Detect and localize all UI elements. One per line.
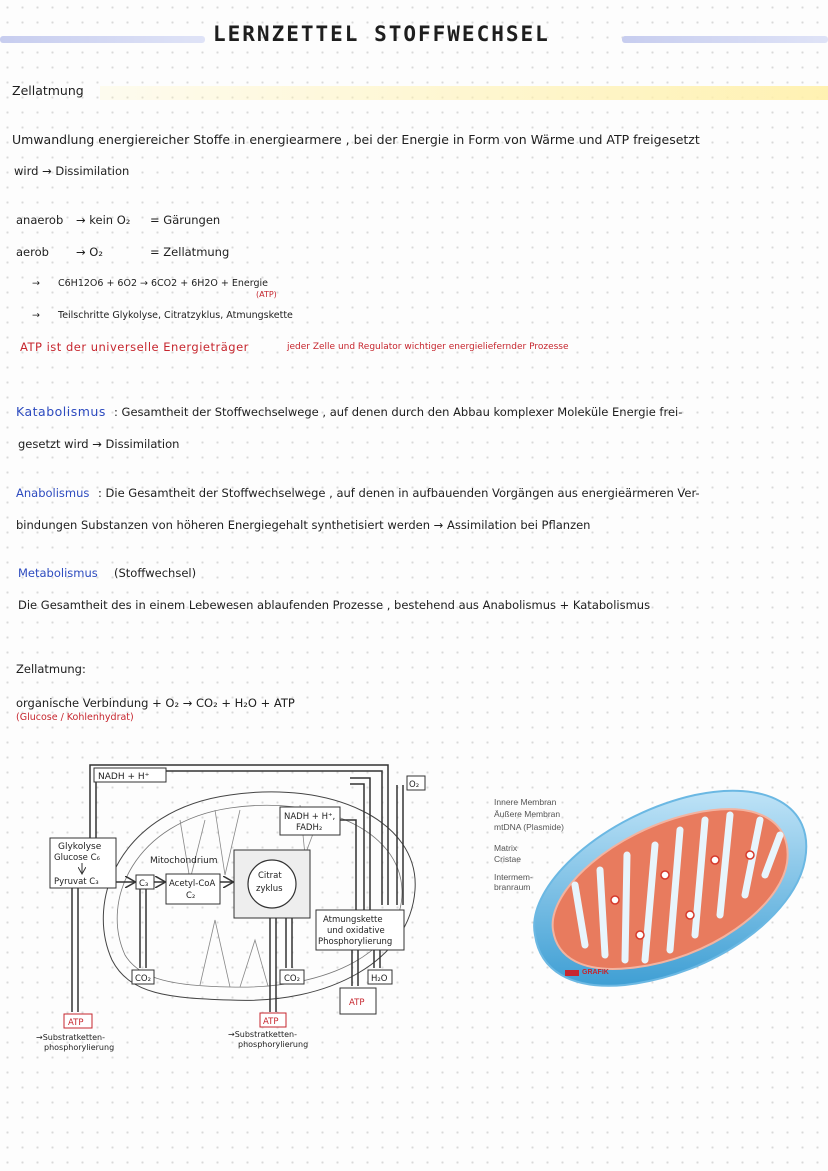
cristae-4: [200, 920, 230, 987]
anaerob-condition: → kein O₂: [76, 213, 131, 227]
definition-line-1: Umwandlung energiereicher Stoffe in energiearmere , bei der Energie in Form von Wärme und ATP freigesetzt: [12, 132, 700, 147]
label-intermembran-2: branraum: [494, 882, 531, 892]
atp-left-text: ATP: [68, 1018, 84, 1028]
katabolismus-line-1: : Gesamtheit der Stoffwechselwege , auf denen durch den Abbau komplexer Moleküle Energie frei-: [114, 405, 683, 419]
metabolismus-term: Metabolismus: [18, 566, 98, 580]
atp-statement-cont: jeder Zelle und Regulator wichtiger energieliefernder Prozesse: [287, 342, 569, 352]
co2-left-text: CO₂: [135, 974, 152, 984]
equation-arrow: →: [32, 278, 40, 289]
metabolismus-line: Die Gesamtheit des in einem Lebewesen ablaufenden Prozesse , bestehend aus Anabolismus + Katabolismus: [18, 598, 651, 612]
pyruvat-text: Pyruvat C₃: [54, 877, 99, 887]
atp-mid-text: ATP: [263, 1017, 279, 1027]
glykolyse-title: Glykolyse: [58, 842, 102, 852]
co2-mid-text: CO₂: [284, 974, 301, 984]
steps-arrow: →: [32, 310, 40, 321]
nadh-top-text: NADH + H⁺: [98, 772, 150, 782]
cristae-1: [180, 820, 205, 880]
label-mtdna: mtDNA (Plasmide): [494, 822, 564, 832]
o2-text: O₂: [409, 780, 420, 790]
section-heading-zellatmung: Zellatmung: [12, 83, 84, 98]
cell-respiration-diagram: [0, 750, 440, 1070]
mitochondrium-label: Mitochondrium: [150, 856, 218, 866]
nadh-fadh-text-1: NADH + H⁺,: [284, 812, 336, 822]
aerob-result: = Zellatmung: [150, 245, 230, 259]
aerob-label: aerob: [16, 245, 49, 259]
katabolismus-term: Katabolismus: [16, 404, 106, 419]
aerob-condition: → O₂: [76, 245, 103, 259]
mitochondrion-illustration: [515, 775, 820, 1000]
atmungskette-text-3: Phosphorylierung: [318, 937, 393, 947]
label-cristae: Cristae: [494, 854, 521, 864]
citrat-text-2: zyklus: [256, 884, 283, 894]
heading-highlight: [100, 86, 828, 100]
metabolismus-paren: (Stoffwechsel): [114, 566, 197, 580]
h2o-text: H₂O: [371, 974, 388, 984]
definition-line-2: wird → Dissimilation: [14, 164, 130, 178]
atp-right-text: ATP: [349, 998, 365, 1008]
glucose-note: (Glucose / Kohlenhydrat): [16, 712, 134, 723]
atp-statement: ATP ist der universelle Energieträger: [20, 340, 249, 354]
subst-mid-1: →Substratketten-: [228, 1030, 297, 1039]
citrat-text-1: Citrat: [258, 871, 282, 881]
steps-line: Teilschritte Glykolyse, Citratzyklus, Atmungskette: [58, 310, 293, 321]
atmungskette-text-1: Atmungskette: [323, 915, 383, 925]
label-grafik: GRAFIK: [582, 969, 609, 976]
acetyl-text: Acetyl-CoA: [169, 879, 216, 889]
subst-left-1: →Substratketten-: [36, 1033, 105, 1042]
anabolismus-line-1: : Die Gesamtheit der Stoffwechselwege , auf denen in aufbauenden Vorgängen aus energieärmeren Ver-: [98, 486, 700, 500]
anaerob-label: anaerob: [16, 213, 64, 227]
cristae-5: [240, 940, 268, 987]
atmungskette-text-2: und oxidative: [327, 926, 385, 936]
label-matrix: Matrix: [494, 843, 518, 853]
page-title: LERNZETTEL STOFFWECHSEL: [213, 22, 550, 46]
nadh-fadh-text-2: FADH₂: [296, 823, 323, 833]
label-aeussere-membran: Äußere Membran: [494, 809, 561, 819]
title-stripe-left: [0, 36, 205, 43]
title-stripe-right: [622, 36, 828, 43]
summary-equation: C6H12O6 + 6O2 → 6CO2 + 6H2O + Energie: [58, 278, 269, 289]
c3-text: C₃: [139, 879, 149, 889]
anaerob-result: = Gärungen: [150, 213, 221, 227]
label-innere-membran: Innere Membran: [494, 797, 557, 807]
glucose-text: Glucose C₆: [54, 853, 100, 863]
section-heading-zellatmung-2: Zellatmung:: [16, 662, 86, 676]
subst-left-2: phosphorylierung: [44, 1043, 115, 1052]
anabolismus-line-2: bindungen Substanzen von höheren Energiegehalt synthetisiert werden → Assimilation bei Pflanzen: [16, 518, 591, 532]
mito-granule: [611, 896, 619, 904]
overall-equation: organische Verbindung + O₂ → CO₂ + H₂O + ATP: [16, 696, 295, 710]
anabolismus-term: Anabolismus: [16, 486, 90, 500]
label-intermembran-1: Intermem-: [494, 872, 533, 882]
subst-mid-2: phosphorylierung: [238, 1040, 309, 1049]
katabolismus-line-2: gesetzt wird → Dissimilation: [18, 437, 180, 451]
equation-atp-note: (ATP): [256, 290, 277, 299]
acetyl-c2: C₂: [186, 891, 196, 901]
